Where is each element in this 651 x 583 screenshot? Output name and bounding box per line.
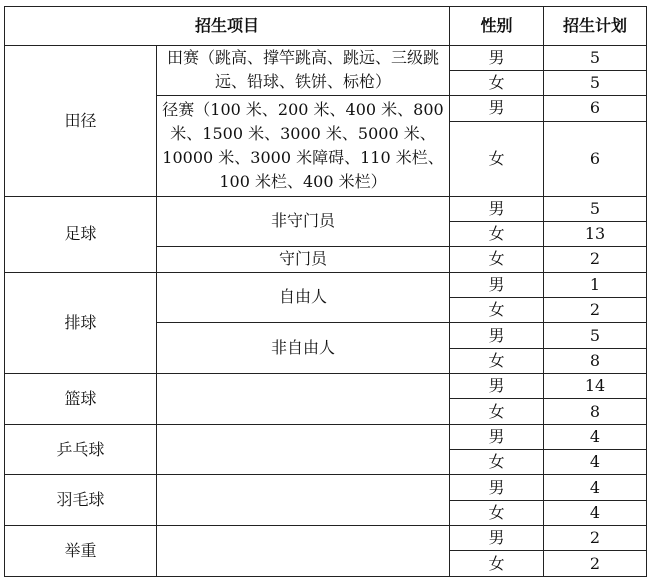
plan-cell: 2 (544, 297, 647, 322)
event-jingsai: 径赛（100 米、200 米、400 米、800 米、1500 米、3000 米、5000 米、10000 米、3000 米障碍、110 米栏、100 米栏、400 米栏） (157, 96, 450, 196)
gender-cell: 女 (450, 247, 544, 272)
event-shoumen: 守门员 (157, 247, 450, 272)
gender-cell: 女 (450, 121, 544, 196)
plan-cell: 8 (544, 399, 647, 424)
sport-paiqiu: 排球 (5, 272, 157, 373)
plan-cell: 1 (544, 272, 647, 297)
gender-cell: 男 (450, 45, 544, 70)
plan-cell: 2 (544, 247, 647, 272)
plan-cell: 4 (544, 450, 647, 475)
event-feiziyouren: 非自由人 (157, 323, 450, 374)
plan-cell: 8 (544, 348, 647, 373)
sport-yumaoqiu: 羽毛球 (5, 475, 157, 526)
plan-cell: 2 (544, 526, 647, 551)
plan-cell: 5 (544, 45, 647, 70)
gender-cell: 男 (450, 272, 544, 297)
gender-cell: 女 (450, 450, 544, 475)
event-empty (157, 424, 450, 475)
table-row (5, 526, 647, 551)
event-feishoumen: 非守门员 (157, 196, 450, 247)
plan-cell: 2 (544, 551, 647, 577)
gender-cell: 女 (450, 500, 544, 525)
event-empty (157, 475, 450, 526)
plan-cell: 6 (544, 121, 647, 196)
enrollment-table (4, 6, 647, 577)
event-empty (157, 526, 450, 577)
gender-cell: 男 (450, 526, 544, 551)
gender-cell: 男 (450, 424, 544, 449)
gender-cell: 女 (450, 348, 544, 373)
table-row (5, 272, 647, 297)
gender-cell: 女 (450, 297, 544, 322)
table-row (5, 424, 647, 449)
plan-cell: 5 (544, 323, 647, 348)
plan-cell: 14 (544, 374, 647, 399)
sport-lanqiu: 篮球 (5, 374, 157, 425)
table-row (5, 45, 647, 70)
plan-cell: 5 (544, 70, 647, 95)
plan-cell: 13 (544, 221, 647, 246)
gender-cell: 女 (450, 551, 544, 577)
header-plan: 招生计划 (544, 7, 647, 46)
gender-cell: 女 (450, 70, 544, 95)
gender-cell: 男 (450, 475, 544, 500)
header-row (5, 7, 647, 46)
gender-cell: 男 (450, 96, 544, 121)
event-ziyouren: 自由人 (157, 272, 450, 323)
sport-tianjing: 田径 (5, 45, 157, 196)
plan-cell: 4 (544, 424, 647, 449)
event-tiansai: 田赛（跳高、撑竿跳高、跳远、三级跳远、铅球、铁饼、标枪） (157, 45, 450, 96)
gender-cell: 女 (450, 221, 544, 246)
table-row (5, 374, 647, 399)
gender-cell: 男 (450, 323, 544, 348)
gender-cell: 女 (450, 399, 544, 424)
sport-juzhong: 举重 (5, 526, 157, 577)
event-empty (157, 374, 450, 425)
sport-zuqiu: 足球 (5, 196, 157, 272)
plan-cell: 5 (544, 196, 647, 221)
gender-cell: 男 (450, 374, 544, 399)
sport-pingpang: 乒乓球 (5, 424, 157, 475)
plan-cell: 4 (544, 475, 647, 500)
gender-cell: 男 (450, 196, 544, 221)
header-gender: 性别 (450, 7, 544, 46)
header-project: 招生项目 (5, 7, 450, 46)
table-row (5, 475, 647, 500)
plan-cell: 6 (544, 96, 647, 121)
plan-cell: 4 (544, 500, 647, 525)
table-row (5, 196, 647, 221)
